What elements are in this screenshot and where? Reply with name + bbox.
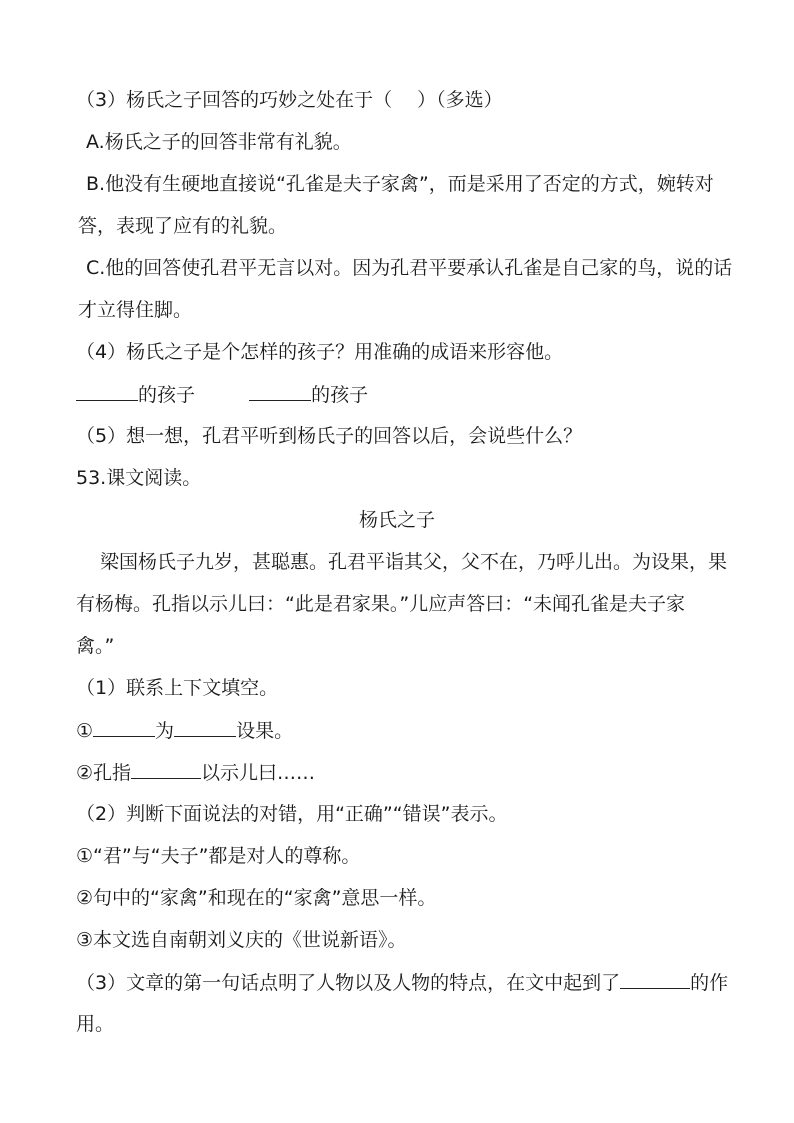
answer-blank[interactable]	[76, 382, 138, 401]
question-4-stem: （4）杨氏之子是个怎样的孩子？用准确的成语来形容他。	[76, 341, 564, 363]
passage-title: 杨氏之子	[358, 509, 435, 531]
fill-blank[interactable]	[174, 718, 236, 737]
fill-blank[interactable]	[620, 970, 690, 989]
answer-blank[interactable]	[249, 382, 311, 401]
judgment-item-2: ②句中的“家禽”和现在的“家禽”意思一样。	[76, 887, 437, 909]
question-3-stem: （3）杨氏之子回答的巧妙之处在于（ ）（多选）	[76, 89, 503, 111]
option-b-line2: 答，表现了应有的礼貌。	[78, 215, 288, 237]
question-4-answers	[76, 382, 368, 407]
sub-question-1-line-2: ②孔指 以示儿曰……	[76, 762, 316, 784]
fill-blank[interactable]	[93, 718, 155, 737]
fill-blank[interactable]	[131, 760, 201, 779]
question-53-header: 53.课文阅读。	[76, 467, 202, 489]
option-b-line1: B.他没有生硬地直接说“孔雀是夫子家禽”，而是采用了否定的方式，婉转对	[86, 173, 714, 195]
option-c-line1: C.他的回答使孔君平无言以对。因为孔君平要承认孔雀是自己家的鸟，说的话	[86, 257, 733, 279]
option-c-line2: 才立得住脚。	[78, 299, 193, 321]
answer-suffix: 的孩子	[311, 384, 369, 406]
answer-suffix: 的孩子	[138, 384, 196, 406]
sub-question-3-continuation: 用。	[76, 1013, 115, 1035]
question-5-stem: （5）想一想，孔君平听到杨氏子的回答以后，会说些什么？	[76, 425, 583, 447]
sub-question-3-stem: （3）文章的第一句话点明了人物以及人物的特点，在文中起到了 的作	[76, 972, 729, 994]
sub-question-1-line-1: ① 为 设果。	[76, 720, 294, 742]
passage-line-2: 有杨梅。孔指以示儿曰：“此是君家果。”儿应声答曰：“未闻孔雀是夫子家	[76, 593, 686, 615]
passage-line-3: 禽。”	[76, 635, 115, 657]
sub-question-2-stem: （2）判断下面说法的对错，用“正确”“错误”表示。	[76, 803, 508, 825]
judgment-item-1: ①“君”与“夫子”都是对人的尊称。	[76, 845, 361, 867]
option-a: A.杨氏之子的回答非常有礼貌。	[86, 131, 352, 153]
sub-question-1-stem: （1）联系上下文填空。	[76, 677, 279, 699]
passage-line-1: 梁国杨氏子九岁，甚聪惠。孔君平诣其父，父不在，乃呼儿出。为设果，果	[100, 551, 728, 573]
judgment-item-3: ③本文选自南朝刘义庆的《世说新语》。	[76, 929, 407, 951]
